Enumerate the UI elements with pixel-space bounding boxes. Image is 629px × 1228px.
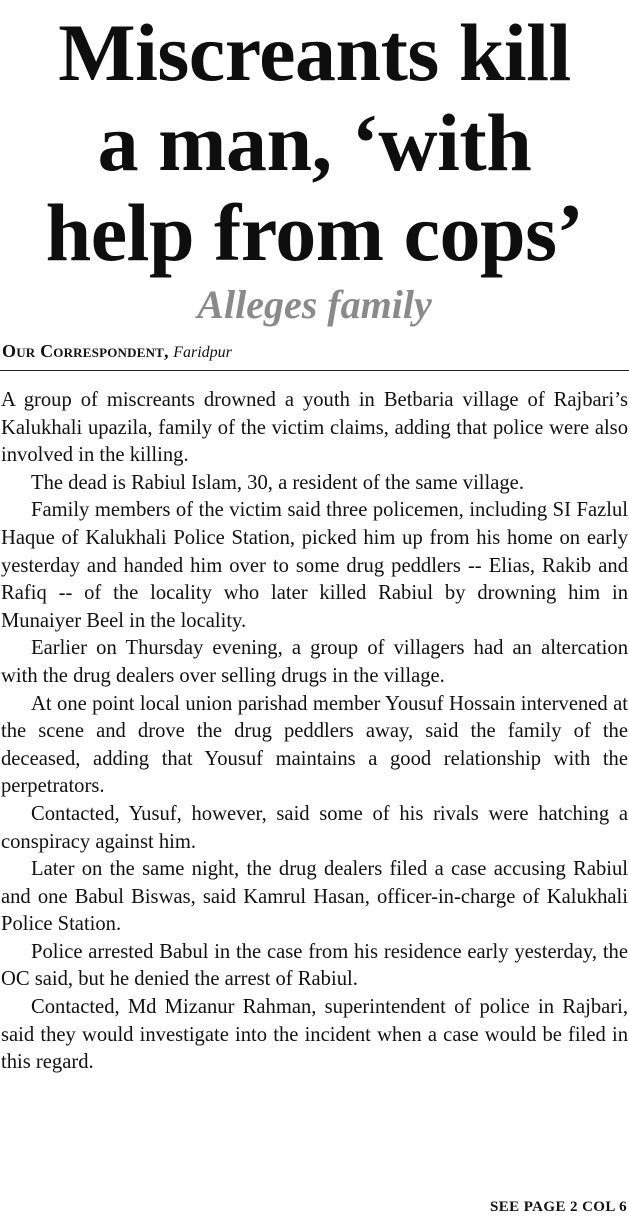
article-paragraph-7: Later on the same night, the drug dealers filed a case accusing Rabiul and one Babul Biswas, said Kamrul Hasan, officer-in-charge of Kalukhali Police Station. <box>1 858 628 936</box>
article-paragraph-8: Police arrested Babul in the case from his residence early yesterday, the OC said, but he denied the arrest of Rabiul. <box>1 940 628 991</box>
article-paragraph-3: Family members of the victim said three policemen, including SI Fazlul Haque of Kalukhali Police Station, picked him up from his home on early yesterday and handed him over to some drug peddlers -- Elias, Rakib and Rafiq -- of the locality who later killed Rabiul by drowning him in Munaiyer Beel in the locality. <box>1 499 628 632</box>
byline-divider <box>0 370 629 371</box>
headline <box>0 0 629 278</box>
headline-line-3: help from cops’ <box>45 187 584 278</box>
article-paragraph-2: The dead is Rabiul Islam, 30, a resident of the same village. <box>31 471 524 494</box>
article-paragraph-5: At one point local union parishad member Yousuf Hossain intervened at the scene and drove the drug peddlers away, said the family of the deceased, adding that Yousuf maintains a good relationship with the perpetrators. <box>1 692 628 798</box>
article-body <box>0 387 629 1077</box>
headline-line-2: a man, ‘with <box>97 97 532 188</box>
article-paragraph-6: Contacted, Yusuf, however, said some of his rivals were hatching a conspiracy against him. <box>1 802 628 853</box>
subheadline: Alleges family <box>197 282 432 327</box>
byline-author: Our Correspondent, <box>2 341 169 361</box>
article-paragraph-9: Contacted, Md Mizanur Rahman, superintendent of police in Rajbari, said they would investigate into the incident when a case would be filed in this regard. <box>1 996 628 1074</box>
headline-line-1: Miscreants kill <box>58 7 571 98</box>
article-paragraph-4: Earlier on Thursday evening, a group of villagers had an altercation with the drug dealers over selling drugs in the village. <box>1 637 628 687</box>
continuation-jump-line: SEE PAGE 2 COL 6 <box>490 1199 627 1215</box>
byline-location: Faridpur <box>173 344 232 361</box>
byline <box>2 340 629 364</box>
article-paragraph-1: A group of miscreants drowned a youth in Betbaria village of Rajbari’s Kalukhali upazila, family of the victim claims, adding that police were also involved in the killing. <box>1 389 628 467</box>
